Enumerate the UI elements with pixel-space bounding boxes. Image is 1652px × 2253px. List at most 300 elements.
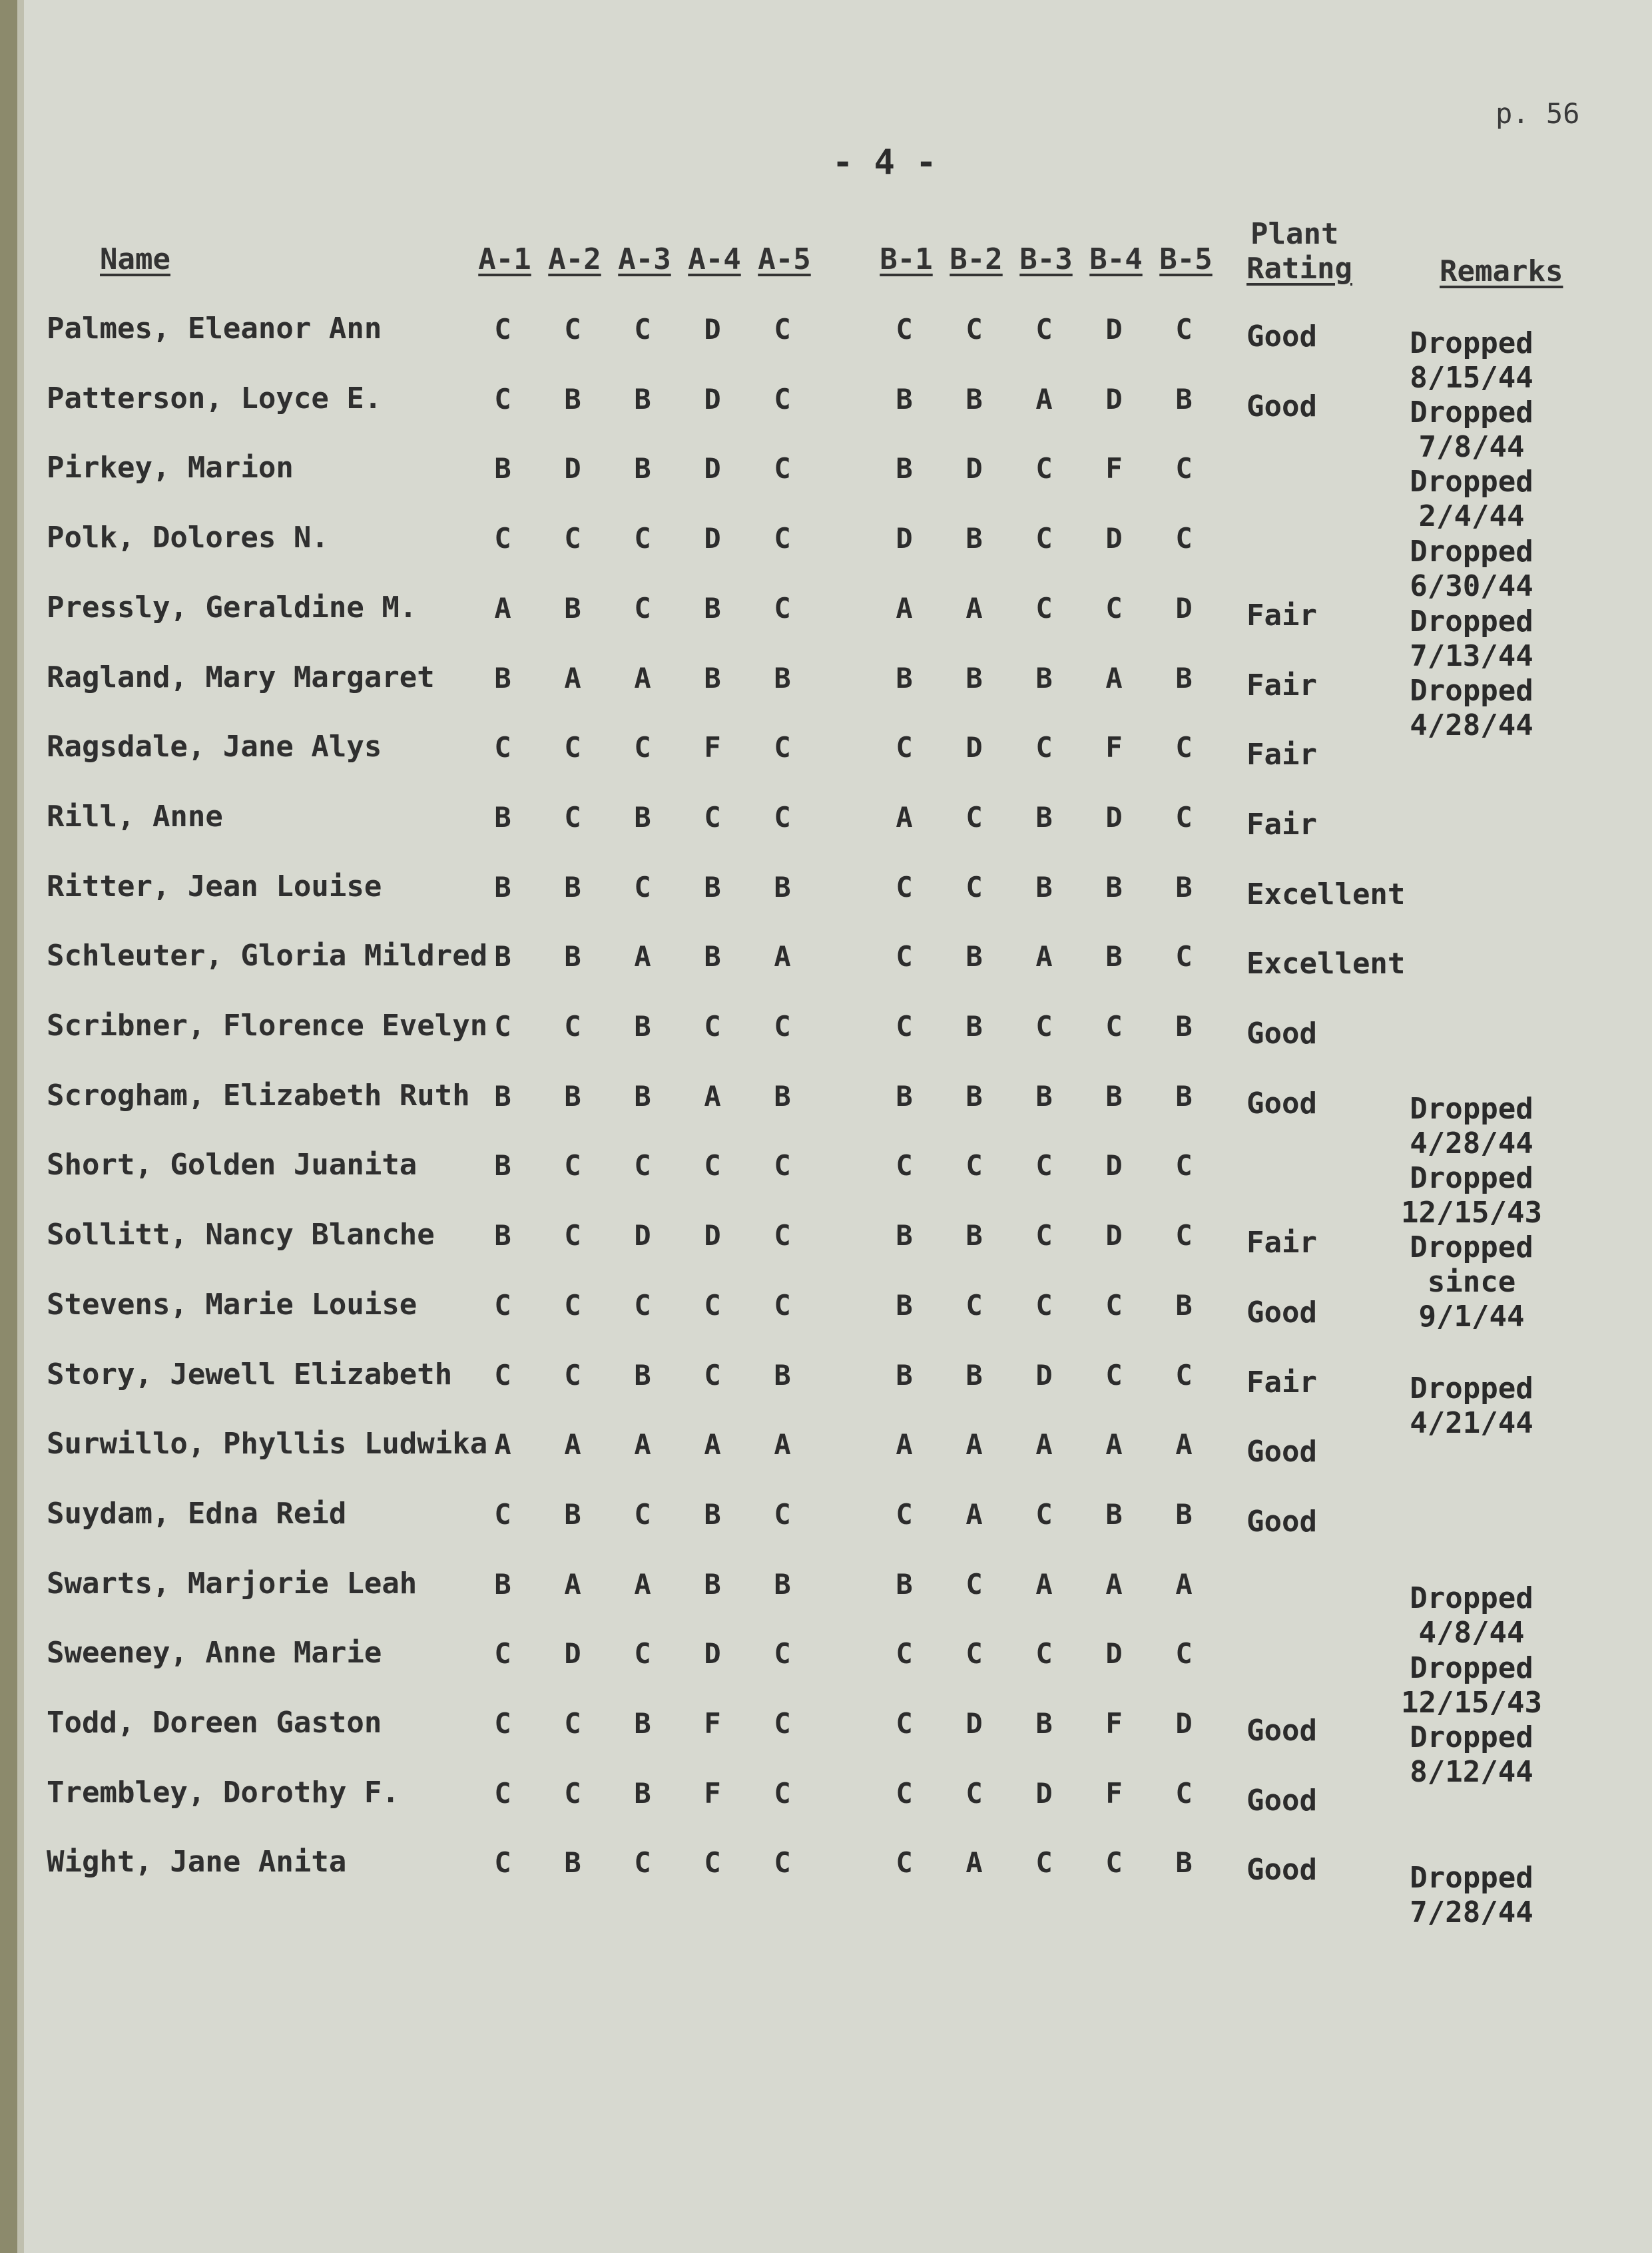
- grade-b-1: C: [896, 871, 913, 903]
- grade-a-4: A: [704, 1080, 721, 1113]
- grade-a-5: C: [774, 1846, 791, 1879]
- grade-a-1: B: [494, 1219, 511, 1252]
- student-name: Scribner, Florence Evelyn: [47, 1009, 488, 1043]
- grade-b-2: B: [965, 1219, 983, 1252]
- grade-a-1: C: [494, 1637, 511, 1670]
- grade-a-4: D: [704, 522, 721, 555]
- grade-b-2: B: [965, 383, 983, 415]
- grade-b-3: A: [1035, 1428, 1053, 1461]
- grade-a-5: C: [774, 1707, 791, 1740]
- grade-b-2: A: [965, 1846, 983, 1879]
- grade-b-2: D: [965, 731, 983, 764]
- remark-entry: Dropped 4/21/44: [1410, 1372, 1533, 1440]
- grade-b-5: C: [1175, 940, 1193, 973]
- grade-b-1: C: [896, 1010, 913, 1043]
- student-name: Surwillo, Phyllis Ludwika: [47, 1427, 488, 1461]
- remark-entry: Dropped 4/28/44: [1410, 674, 1533, 742]
- plant-rating: Good: [1246, 1435, 1317, 1469]
- grade-b-3: C: [1035, 1846, 1053, 1879]
- remark-entry: Dropped 8/12/44: [1410, 1720, 1533, 1789]
- grade-a-4: F: [704, 731, 721, 764]
- grade-b-4: D: [1105, 1219, 1123, 1252]
- grade-a-2: B: [564, 383, 581, 415]
- grade-a-3: B: [634, 1707, 651, 1740]
- plant-rating: Good: [1246, 1296, 1317, 1330]
- grade-a-4: C: [704, 1289, 721, 1322]
- remark-entry: Dropped 6/30/44: [1410, 535, 1533, 603]
- grade-a-4: C: [704, 1359, 721, 1391]
- plant-rating: Good: [1246, 1087, 1317, 1121]
- grade-b-5: C: [1175, 1219, 1193, 1252]
- student-name: Trembley, Dorothy F.: [47, 1776, 400, 1810]
- grade-a-3: C: [634, 522, 651, 555]
- student-name: Story, Jewell Elizabeth: [47, 1358, 453, 1391]
- grade-b-5: B: [1175, 662, 1193, 694]
- grade-b-2: B: [965, 1359, 983, 1391]
- grade-b-1: C: [896, 940, 913, 973]
- grade-b-5: B: [1175, 1498, 1193, 1531]
- grade-b-1: C: [896, 313, 913, 346]
- grade-b-4: B: [1105, 940, 1123, 973]
- grade-a-1: C: [494, 1359, 511, 1391]
- grade-b-4: D: [1105, 1149, 1123, 1182]
- remark-entry: Dropped 4/28/44: [1410, 1092, 1533, 1160]
- grade-a-4: B: [704, 1498, 721, 1531]
- grade-b-5: C: [1175, 313, 1193, 346]
- grade-b-1: C: [896, 731, 913, 764]
- grade-a-5: C: [774, 801, 791, 834]
- page-number: - 4 -: [832, 142, 937, 182]
- grade-b-5: B: [1175, 1080, 1193, 1113]
- grade-a-4: D: [704, 1637, 721, 1670]
- grade-b-1: A: [896, 592, 913, 625]
- grade-a-3: B: [634, 452, 651, 485]
- grade-b-2: B: [965, 522, 983, 555]
- grade-a-5: C: [774, 1010, 791, 1043]
- grade-a-5: C: [774, 731, 791, 764]
- grade-a-1: B: [494, 1149, 511, 1182]
- plant-rating: Fair: [1246, 738, 1317, 772]
- plant-rating: Fair: [1246, 1226, 1317, 1260]
- grade-b-1: B: [896, 662, 913, 694]
- grade-b-1: B: [896, 452, 913, 485]
- plant-rating: Good: [1246, 1714, 1317, 1748]
- student-name: Todd, Doreen Gaston: [47, 1706, 382, 1740]
- remark-entry: Dropped 2/4/44: [1410, 465, 1533, 533]
- grade-b-5: C: [1175, 801, 1193, 834]
- grade-b-2: A: [965, 1498, 983, 1531]
- grade-b-1: A: [896, 1428, 913, 1461]
- student-name: Stevens, Marie Louise: [47, 1288, 417, 1322]
- grade-b-5: C: [1175, 1149, 1193, 1182]
- grade-a-2: B: [564, 1846, 581, 1879]
- plant-rating: Fair: [1246, 599, 1317, 632]
- grade-b-4: B: [1105, 871, 1123, 903]
- student-name: Scrogham, Elizabeth Ruth: [47, 1079, 470, 1113]
- binding-edge: [0, 0, 17, 2253]
- grade-b-2: C: [965, 313, 983, 346]
- remark-entry: Dropped 7/8/44: [1410, 395, 1533, 464]
- student-name: Suydam, Edna Reid: [47, 1497, 347, 1531]
- grade-b-4: F: [1105, 1777, 1123, 1810]
- student-name: Pressly, Geraldine M.: [47, 591, 417, 625]
- grade-a-3: A: [634, 1568, 651, 1601]
- grade-a-5: B: [774, 1568, 791, 1601]
- grade-a-3: C: [634, 731, 651, 764]
- grade-b-2: C: [965, 1568, 983, 1601]
- grade-a-1: C: [494, 1498, 511, 1531]
- grade-b-4: B: [1105, 1498, 1123, 1531]
- header-a-5: A-5: [758, 242, 811, 276]
- grade-b-3: C: [1035, 1010, 1053, 1043]
- grade-a-4: D: [704, 1219, 721, 1252]
- grade-a-4: C: [704, 1846, 721, 1879]
- student-name: Ragsdale, Jane Alys: [47, 730, 382, 764]
- binding-shadow: [17, 0, 24, 2253]
- grade-b-3: C: [1035, 522, 1053, 555]
- grade-a-4: D: [704, 313, 721, 346]
- header-name: Name: [100, 242, 170, 276]
- grade-a-5: C: [774, 592, 791, 625]
- grade-b-4: D: [1105, 313, 1123, 346]
- grade-a-2: C: [564, 801, 581, 834]
- plant-rating: Fair: [1246, 668, 1317, 702]
- grade-a-2: C: [564, 1707, 581, 1740]
- grade-b-2: A: [965, 1428, 983, 1461]
- grade-a-2: C: [564, 731, 581, 764]
- grade-b-5: B: [1175, 1846, 1193, 1879]
- student-name: Wight, Jane Anita: [47, 1845, 347, 1879]
- student-name: Rill, Anne: [47, 800, 223, 834]
- grade-b-1: A: [896, 801, 913, 834]
- grade-a-3: C: [634, 871, 651, 903]
- grade-a-2: C: [564, 1149, 581, 1182]
- grade-b-5: C: [1175, 1359, 1193, 1391]
- grade-a-2: A: [564, 1428, 581, 1461]
- grade-a-5: B: [774, 871, 791, 903]
- grade-b-5: A: [1175, 1568, 1193, 1601]
- grade-b-1: D: [896, 522, 913, 555]
- grade-a-1: B: [494, 1568, 511, 1601]
- grade-a-2: C: [564, 1219, 581, 1252]
- grade-a-2: D: [564, 1637, 581, 1670]
- remark-entry: Dropped 12/15/43: [1401, 1651, 1542, 1720]
- student-name: Ragland, Mary Margaret: [47, 660, 435, 694]
- grade-a-1: B: [494, 871, 511, 903]
- grade-a-1: C: [494, 1777, 511, 1810]
- grade-b-5: D: [1175, 592, 1193, 625]
- page-reference: p. 56: [1496, 97, 1580, 130]
- grade-a-4: B: [704, 940, 721, 973]
- grade-b-3: A: [1035, 940, 1053, 973]
- student-name: Polk, Dolores N.: [47, 521, 329, 555]
- student-name: Ritter, Jean Louise: [47, 870, 382, 903]
- grade-a-1: A: [494, 1428, 511, 1461]
- grade-a-3: B: [634, 1010, 651, 1043]
- grade-a-1: A: [494, 592, 511, 625]
- grade-b-2: C: [965, 1777, 983, 1810]
- grade-a-4: C: [704, 1149, 721, 1182]
- grade-b-2: B: [965, 1010, 983, 1043]
- grade-a-2: B: [564, 1498, 581, 1531]
- grade-b-4: B: [1105, 1080, 1123, 1113]
- grade-a-5: B: [774, 1359, 791, 1391]
- grade-a-3: B: [634, 801, 651, 834]
- grade-b-4: C: [1105, 1289, 1123, 1322]
- grade-a-1: C: [494, 383, 511, 415]
- grade-b-1: B: [896, 1219, 913, 1252]
- header-b-4: B-4: [1089, 242, 1143, 276]
- grade-b-1: B: [896, 1080, 913, 1113]
- grade-b-5: B: [1175, 1289, 1193, 1322]
- grade-b-2: C: [965, 871, 983, 903]
- plant-rating: Excellent: [1246, 947, 1406, 981]
- grade-a-3: B: [634, 1359, 651, 1391]
- grade-b-3: C: [1035, 731, 1053, 764]
- grade-b-1: C: [896, 1846, 913, 1879]
- header-rating: Rating: [1246, 252, 1352, 286]
- grade-b-3: D: [1035, 1777, 1053, 1810]
- grade-a-2: B: [564, 1080, 581, 1113]
- grade-b-1: B: [896, 1359, 913, 1391]
- grade-b-3: B: [1035, 662, 1053, 694]
- student-name: Sollitt, Nancy Blanche: [47, 1218, 435, 1252]
- grade-a-1: B: [494, 662, 511, 694]
- grade-b-3: C: [1035, 1498, 1053, 1531]
- grade-b-4: C: [1105, 592, 1123, 625]
- grade-b-4: F: [1105, 731, 1123, 764]
- grade-a-3: C: [634, 592, 651, 625]
- grade-a-5: A: [774, 1428, 791, 1461]
- header-a-4: A-4: [688, 242, 741, 276]
- grade-a-3: B: [634, 1080, 651, 1113]
- grade-b-3: C: [1035, 1149, 1053, 1182]
- grade-a-2: A: [564, 662, 581, 694]
- grade-b-3: B: [1035, 1080, 1053, 1113]
- grade-a-2: A: [564, 1568, 581, 1601]
- student-name: Sweeney, Anne Marie: [47, 1636, 382, 1670]
- grade-a-5: A: [774, 940, 791, 973]
- remark-entry: Dropped 12/15/43: [1401, 1161, 1542, 1230]
- grade-a-4: A: [704, 1428, 721, 1461]
- grade-a-2: C: [564, 522, 581, 555]
- grade-b-4: D: [1105, 522, 1123, 555]
- grade-b-1: C: [896, 1149, 913, 1182]
- grade-b-3: C: [1035, 592, 1053, 625]
- grade-a-5: C: [774, 1289, 791, 1322]
- grade-a-4: C: [704, 1010, 721, 1043]
- grade-a-1: C: [494, 1707, 511, 1740]
- grade-b-4: F: [1105, 452, 1123, 485]
- grade-a-4: B: [704, 592, 721, 625]
- grade-b-4: C: [1105, 1846, 1123, 1879]
- grade-a-2: C: [564, 1010, 581, 1043]
- grade-b-3: B: [1035, 871, 1053, 903]
- grade-b-5: B: [1175, 871, 1193, 903]
- grade-a-4: C: [704, 801, 721, 834]
- grade-a-2: C: [564, 1777, 581, 1810]
- grade-a-3: D: [634, 1219, 651, 1252]
- grade-a-3: C: [634, 1498, 651, 1531]
- grade-a-4: F: [704, 1777, 721, 1810]
- grade-a-5: C: [774, 1149, 791, 1182]
- grade-b-4: C: [1105, 1359, 1123, 1391]
- grade-a-3: C: [634, 1846, 651, 1879]
- header-a-2: A-2: [548, 242, 601, 276]
- grade-b-2: B: [965, 662, 983, 694]
- grade-a-5: C: [774, 383, 791, 415]
- grade-b-2: D: [965, 1707, 983, 1740]
- grade-a-3: C: [634, 1637, 651, 1670]
- grade-b-2: C: [965, 801, 983, 834]
- grade-b-5: C: [1175, 452, 1193, 485]
- header-a-1: A-1: [478, 242, 531, 276]
- grade-b-5: B: [1175, 383, 1193, 415]
- header-b-3: B-3: [1019, 242, 1073, 276]
- grade-a-2: C: [564, 1359, 581, 1391]
- grade-a-1: B: [494, 452, 511, 485]
- grade-b-3: C: [1035, 452, 1053, 485]
- grade-b-5: C: [1175, 1777, 1193, 1810]
- grade-a-3: B: [634, 1777, 651, 1810]
- grade-a-4: B: [704, 662, 721, 694]
- grade-a-4: B: [704, 871, 721, 903]
- grade-b-4: D: [1105, 1637, 1123, 1670]
- grade-b-3: C: [1035, 1637, 1053, 1670]
- grade-b-4: A: [1105, 1568, 1123, 1601]
- plant-rating: Excellent: [1246, 877, 1406, 911]
- plant-rating: Good: [1246, 1017, 1317, 1051]
- grade-b-4: F: [1105, 1707, 1123, 1740]
- plant-rating: Good: [1246, 389, 1317, 423]
- grade-a-1: C: [494, 731, 511, 764]
- plant-rating: Good: [1246, 1505, 1317, 1539]
- grade-b-5: C: [1175, 1637, 1193, 1670]
- grade-a-1: C: [494, 1010, 511, 1043]
- grade-b-3: C: [1035, 1219, 1053, 1252]
- grade-a-2: C: [564, 1289, 581, 1322]
- student-name: Patterson, Loyce E.: [47, 381, 382, 415]
- remark-entry: Dropped 7/13/44: [1410, 605, 1533, 673]
- grade-a-1: B: [494, 940, 511, 973]
- header-b-5: B-5: [1159, 242, 1213, 276]
- grade-b-3: C: [1035, 313, 1053, 346]
- grade-a-5: C: [774, 1777, 791, 1810]
- header-plant: Plant: [1250, 217, 1339, 251]
- grade-a-1: B: [494, 1080, 511, 1113]
- grade-a-5: B: [774, 662, 791, 694]
- grade-a-5: C: [774, 1219, 791, 1252]
- grade-b-2: D: [965, 452, 983, 485]
- grade-a-2: B: [564, 592, 581, 625]
- grade-b-1: B: [896, 383, 913, 415]
- grade-b-3: A: [1035, 383, 1053, 415]
- grade-b-5: D: [1175, 1707, 1193, 1740]
- grade-b-4: A: [1105, 1428, 1123, 1461]
- grade-b-4: C: [1105, 1010, 1123, 1043]
- grade-a-3: A: [634, 1428, 651, 1461]
- grade-a-3: A: [634, 662, 651, 694]
- remark-entry: Dropped 7/28/44: [1410, 1861, 1533, 1929]
- student-name: Pirkey, Marion: [47, 451, 294, 485]
- grade-a-5: C: [774, 1498, 791, 1531]
- remark-entry: Dropped 4/8/44: [1410, 1581, 1533, 1650]
- grade-a-4: B: [704, 1568, 721, 1601]
- grade-a-2: D: [564, 452, 581, 485]
- grade-a-3: A: [634, 940, 651, 973]
- remark-entry: Dropped since 9/1/44: [1410, 1230, 1533, 1334]
- grade-b-1: B: [896, 1568, 913, 1601]
- grade-a-1: C: [494, 1289, 511, 1322]
- grade-a-2: B: [564, 871, 581, 903]
- plant-rating: Fair: [1246, 808, 1317, 842]
- grade-a-3: C: [634, 1149, 651, 1182]
- grade-b-2: C: [965, 1289, 983, 1322]
- plant-rating: Good: [1246, 1853, 1317, 1887]
- grade-a-5: C: [774, 1637, 791, 1670]
- grade-b-1: C: [896, 1637, 913, 1670]
- grade-b-4: D: [1105, 383, 1123, 415]
- header-b-2: B-2: [950, 242, 1003, 276]
- grade-b-5: C: [1175, 522, 1193, 555]
- grade-a-2: B: [564, 940, 581, 973]
- header-remarks: Remarks: [1440, 254, 1563, 288]
- grade-a-5: C: [774, 522, 791, 555]
- grade-a-4: F: [704, 1707, 721, 1740]
- header-a-3: A-3: [618, 242, 671, 276]
- grade-a-2: C: [564, 313, 581, 346]
- grade-b-2: B: [965, 1080, 983, 1113]
- plant-rating: Fair: [1246, 1366, 1317, 1399]
- grade-a-1: C: [494, 522, 511, 555]
- grade-b-1: B: [896, 1289, 913, 1322]
- grade-b-3: A: [1035, 1568, 1053, 1601]
- grade-a-4: D: [704, 383, 721, 415]
- grade-a-1: C: [494, 1846, 511, 1879]
- grade-b-4: D: [1105, 801, 1123, 834]
- header-b-1: B-1: [880, 242, 933, 276]
- grade-b-5: C: [1175, 731, 1193, 764]
- grade-a-1: B: [494, 801, 511, 834]
- grade-a-3: B: [634, 383, 651, 415]
- grade-b-5: A: [1175, 1428, 1193, 1461]
- grade-b-4: A: [1105, 662, 1123, 694]
- grade-a-3: C: [634, 313, 651, 346]
- grade-a-3: C: [634, 1289, 651, 1322]
- remark-entry: Dropped 8/15/44: [1410, 326, 1533, 395]
- grade-a-1: C: [494, 313, 511, 346]
- grade-b-3: D: [1035, 1359, 1053, 1391]
- plant-rating: Good: [1246, 320, 1317, 354]
- grade-a-5: B: [774, 1080, 791, 1113]
- student-name: Palmes, Eleanor Ann: [47, 312, 382, 346]
- grade-b-5: B: [1175, 1010, 1193, 1043]
- grade-b-2: C: [965, 1637, 983, 1670]
- grade-b-1: C: [896, 1707, 913, 1740]
- plant-rating: Good: [1246, 1784, 1317, 1818]
- student-name: Short, Golden Juanita: [47, 1148, 417, 1182]
- grade-b-1: C: [896, 1777, 913, 1810]
- grade-b-2: C: [965, 1149, 983, 1182]
- grade-b-3: B: [1035, 801, 1053, 834]
- student-name: Swarts, Marjorie Leah: [47, 1567, 417, 1601]
- grade-a-4: D: [704, 452, 721, 485]
- grade-b-1: C: [896, 1498, 913, 1531]
- student-name: Schleuter, Gloria Mildred: [47, 939, 488, 973]
- grade-a-5: C: [774, 313, 791, 346]
- grade-a-5: C: [774, 452, 791, 485]
- grade-b-2: B: [965, 940, 983, 973]
